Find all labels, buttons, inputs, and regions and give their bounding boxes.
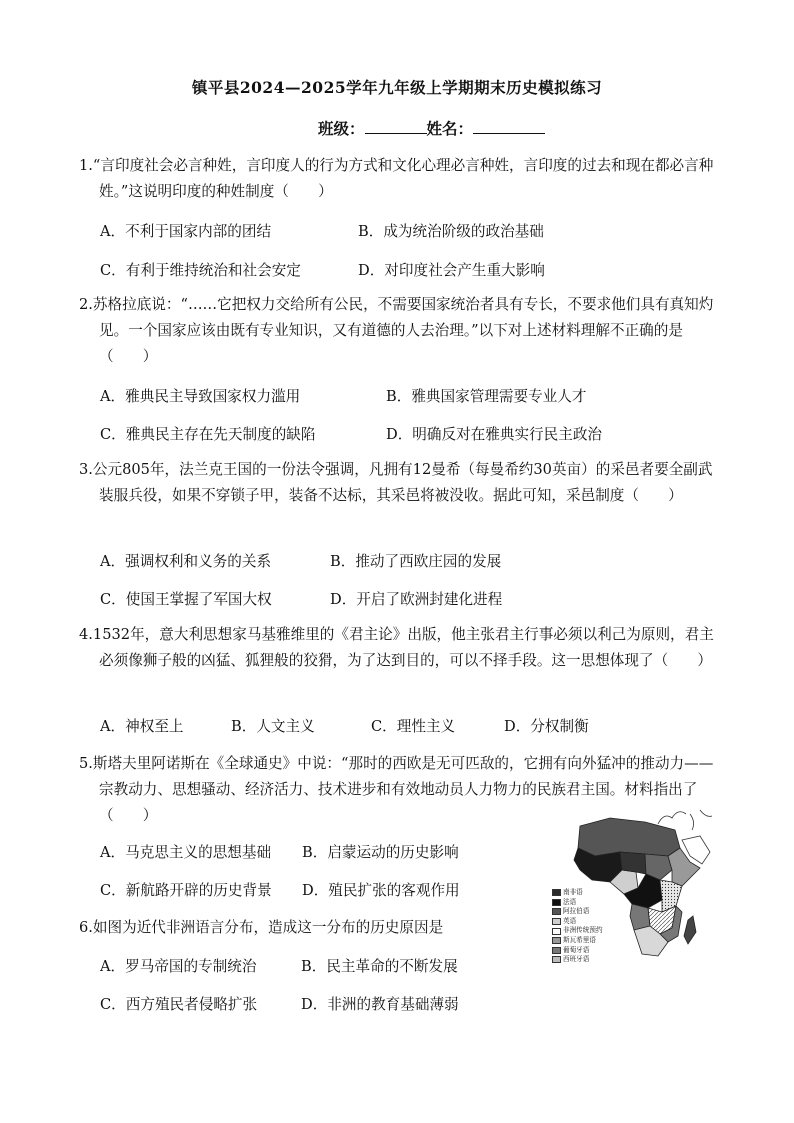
legend-item <box>552 955 603 965</box>
question-6 <box>79 915 499 941</box>
legend-label: 斯瓦希里语 <box>563 935 596 944</box>
legend-item <box>552 917 603 927</box>
option-b[interactable]: B．人文主义 <box>231 718 315 735</box>
legend-label: 法语 <box>563 897 577 906</box>
legend-swatch <box>552 928 561 935</box>
legend-item <box>552 926 603 936</box>
question-2 <box>79 292 719 370</box>
legend-swatch <box>552 937 561 944</box>
legend-label: 阿拉伯语 <box>563 907 590 916</box>
option-c[interactable]: C．新航路开辟的历史背景 <box>100 882 272 899</box>
name-blank[interactable] <box>473 118 545 134</box>
option-b[interactable]: B．雅典国家管理需要专业人才 <box>386 388 587 405</box>
class-label: 班级： <box>318 119 365 138</box>
option-d[interactable]: D．明确反对在雅典实行民主政治 <box>386 426 603 443</box>
legend-label: 英语 <box>563 916 577 925</box>
name-label: 姓名： <box>426 119 474 138</box>
question-stem: 5.斯塔夫里阿诺斯在《全球通史》中说：“那时的西欧是无可匹敌的，它拥有向外猛冲的推动力——宗教动力、思想骚动、经济活力、技术进步和有效地动员人力物力的民族君主国。材料指出了（ ） <box>79 755 714 824</box>
question-stem: 6.如图为近代非洲语言分布，造成这一分布的历史原因是 <box>79 919 444 936</box>
legend-label: 南非语 <box>563 888 583 896</box>
question-stem: 4.1532年，意大利思想家马基雅维里的《君主论》出版，他主张君主行事必须以利己为原则，君主必须像狮子般的凶猛、狐狸般的狡猾，为了达到目的，可以不择手段。这一思想体现了（ ） <box>79 626 714 669</box>
option-d[interactable]: D．对印度社会产生重大影响 <box>358 262 545 279</box>
option-a[interactable]: A．马克思主义的思想基础 <box>100 844 272 861</box>
class-blank[interactable] <box>365 118 427 134</box>
option-b[interactable]: B．启蒙运动的历史影响 <box>302 844 459 861</box>
option-b[interactable]: B．成为统治阶级的政治基础 <box>358 223 544 240</box>
map-legend <box>552 888 603 965</box>
question-stem: 1.“言印度社会必言种姓，言印度人的行为方式和文化心理必言种姓，言印度的过去和现在都必言种姓。”这说明印度的种姓制度（ ） <box>79 157 714 200</box>
legend-item <box>552 898 603 908</box>
question-stem: 2.苏格拉底说：“……它把权力交给所有公民，不需要国家统治者具有专长，不要求他们具有真知灼见。一个国家应该由既有专业知识，又有道德的人去治理。”以下对上述材料理解不正确的是（ ） <box>79 296 714 365</box>
option-b[interactable]: B．民主革命的不断发展 <box>301 958 458 975</box>
class-name-line <box>318 117 545 139</box>
legend-swatch <box>552 947 561 954</box>
legend-swatch <box>552 918 561 925</box>
legend-item <box>552 936 603 946</box>
option-a[interactable]: A．强调权利和义务的关系 <box>100 553 272 570</box>
question-3 <box>79 457 719 509</box>
option-c[interactable]: C．理性主义 <box>371 718 456 735</box>
legend-swatch <box>552 889 561 896</box>
legend-swatch <box>552 908 561 915</box>
legend-item <box>552 907 603 917</box>
legend-label: 葡萄牙语 <box>563 945 590 954</box>
legend-item <box>552 888 603 898</box>
legend-label: 西班牙语 <box>563 955 590 964</box>
option-d[interactable]: D．开启了欧洲封建化进程 <box>330 591 503 608</box>
option-a[interactable]: A．雅典民主导致国家权力滥用 <box>100 388 301 405</box>
question-1 <box>79 153 719 205</box>
option-a[interactable]: A．罗马帝国的专制统治 <box>100 958 257 975</box>
legend-label: 非洲传统预约 <box>563 926 603 935</box>
option-d[interactable]: D．非洲的教育基础薄弱 <box>301 996 459 1013</box>
question-stem: 3.公元805年，法兰克王国的一份法令强调，凡拥有12曼希（每曼希约30英亩）的采邑者要全副武装服兵役，如果不穿锁子甲，装备不达标，其采邑将被没收。据此可知，采邑制度（ ） <box>79 461 713 504</box>
option-b[interactable]: B．推动了西欧庄园的发展 <box>330 553 502 570</box>
legend-swatch <box>552 956 561 963</box>
question-4 <box>79 622 719 674</box>
option-c[interactable]: C．西方殖民者侵略扩张 <box>100 996 258 1013</box>
option-d[interactable]: D．分权制衡 <box>504 718 589 735</box>
option-c[interactable]: C．雅典民主存在先天制度的缺陷 <box>100 426 316 443</box>
legend-swatch <box>552 899 561 906</box>
page-title: 镇平县2024—2025学年九年级上学期期末历史模拟练习 <box>191 78 603 97</box>
option-a[interactable]: A．神权至上 <box>100 718 184 735</box>
legend-item <box>552 946 603 956</box>
option-c[interactable]: C．使国王掌握了军国大权 <box>100 591 272 608</box>
option-d[interactable]: D．殖民扩张的客观作用 <box>302 882 460 899</box>
option-c[interactable]: C．有利于维持统治和社会安定 <box>100 262 301 279</box>
option-a[interactable]: A．不利于国家内部的团结 <box>100 223 272 240</box>
